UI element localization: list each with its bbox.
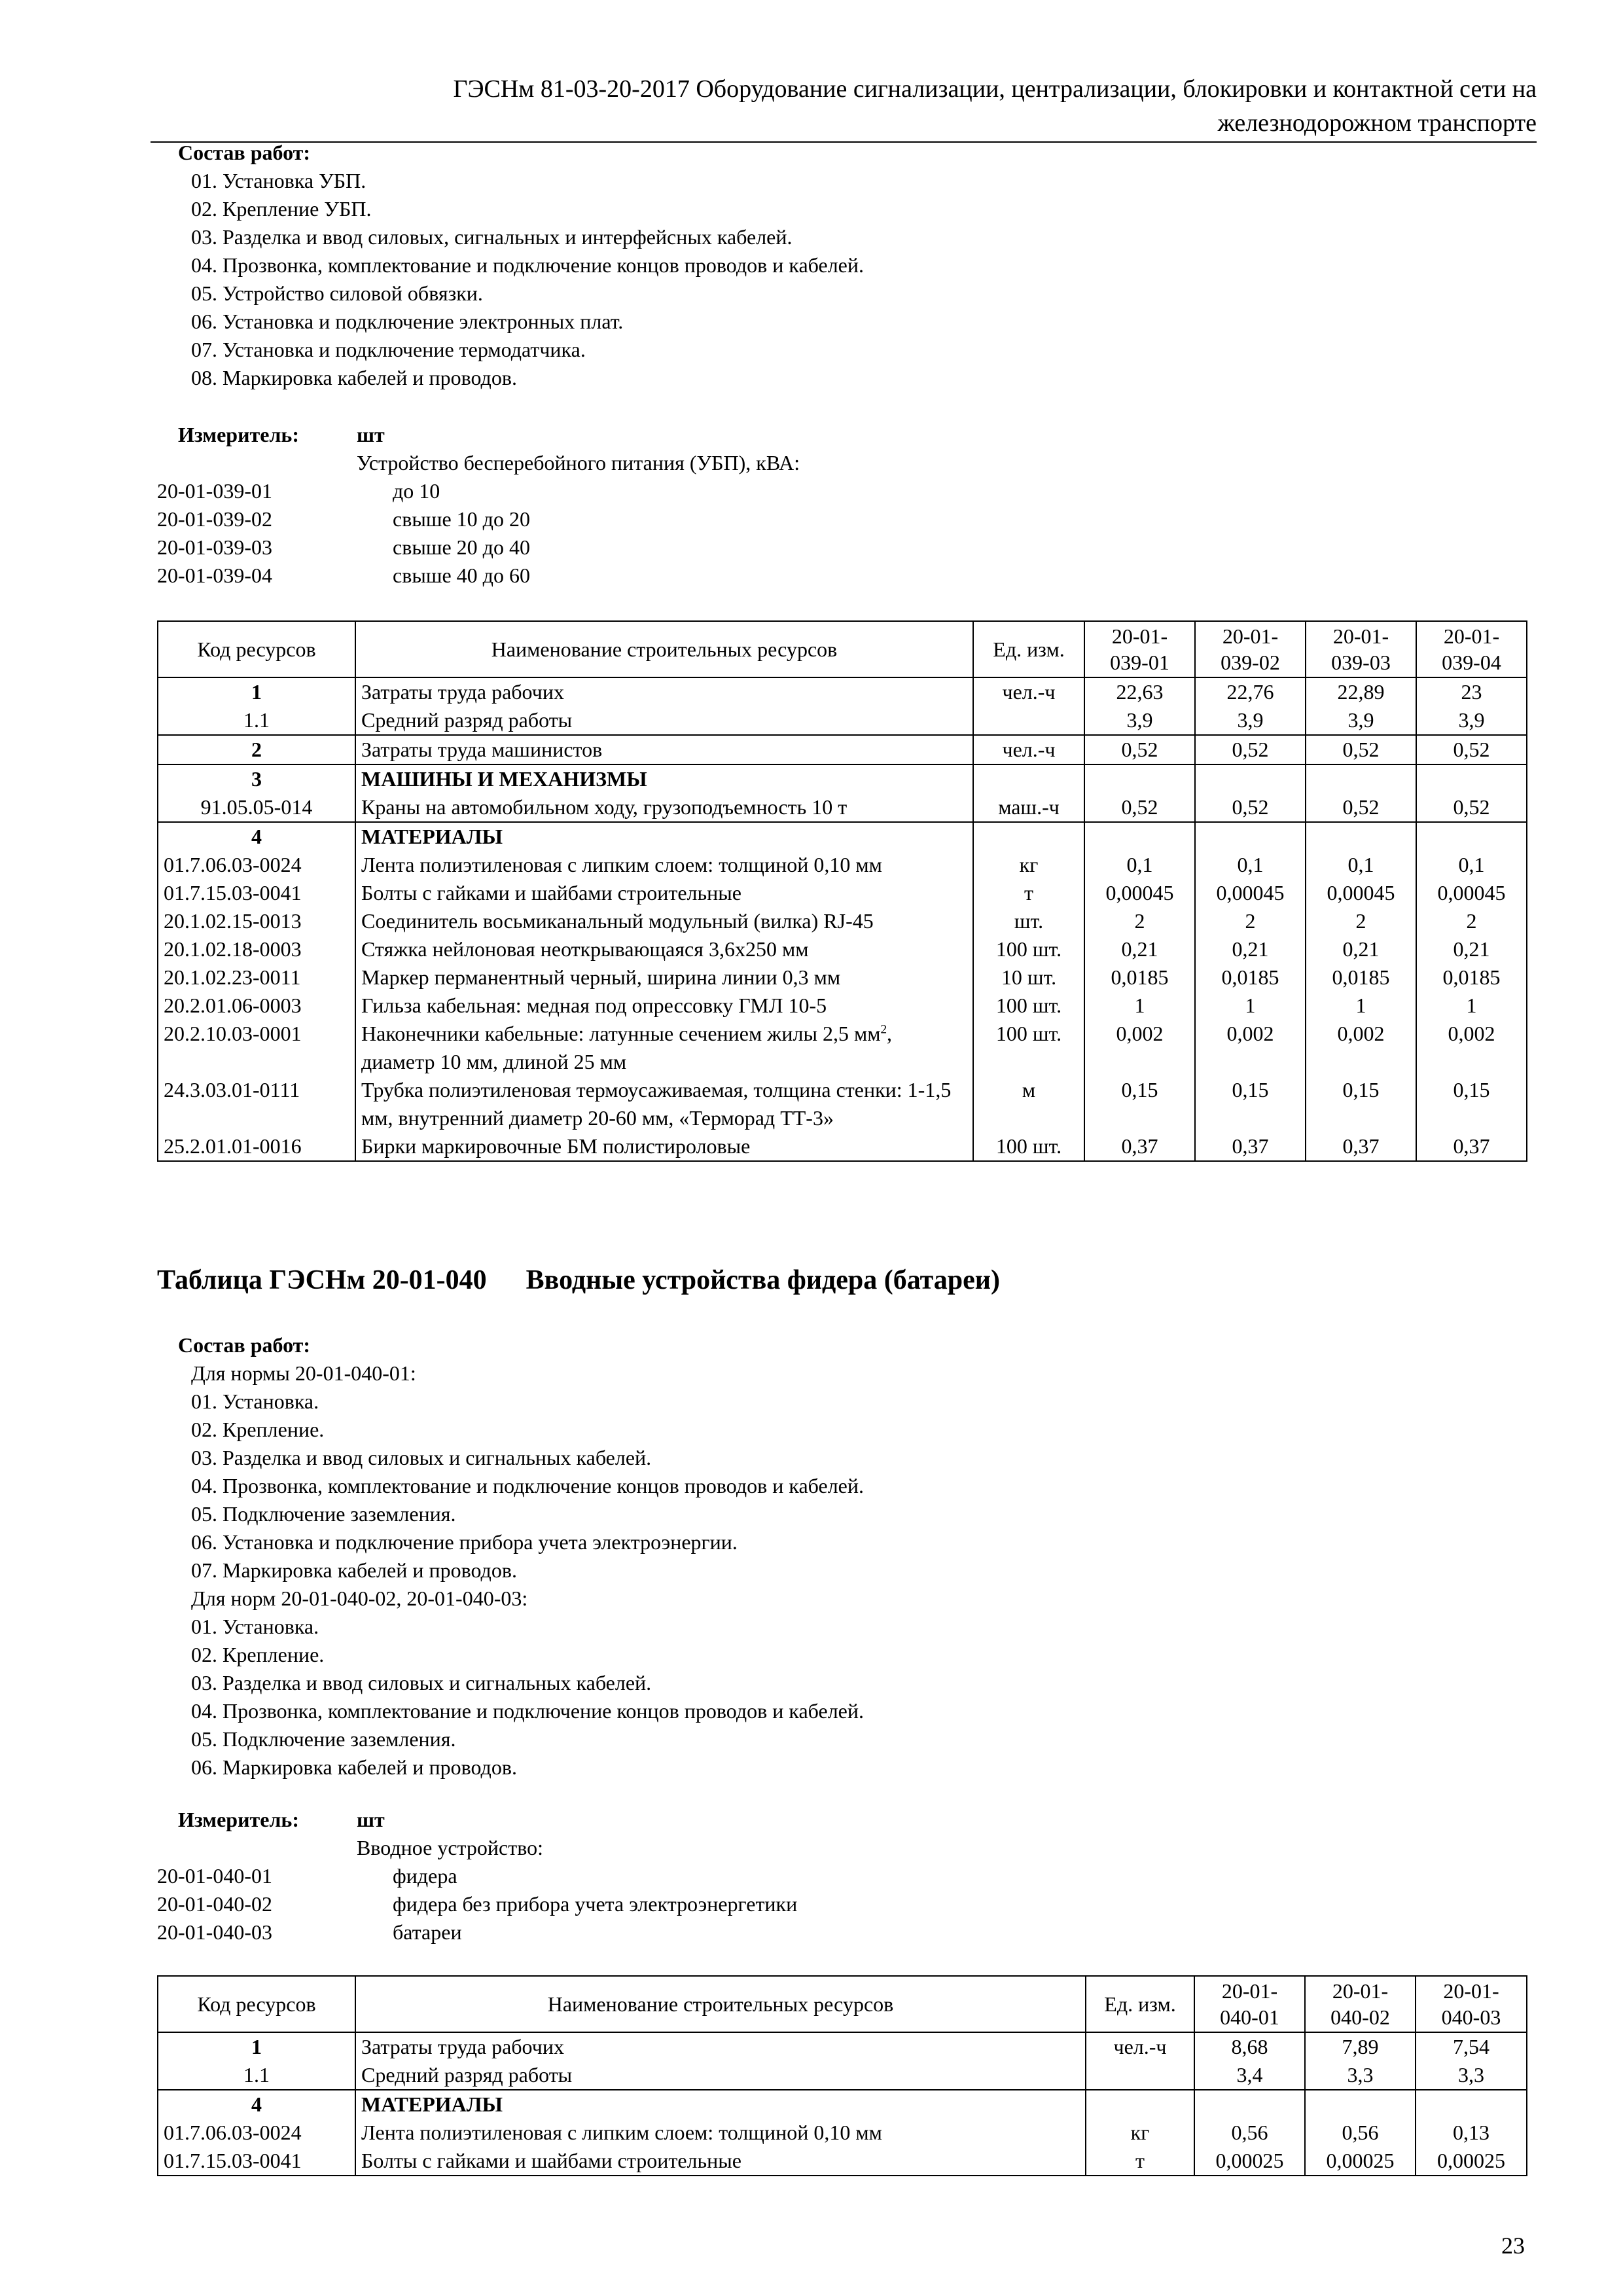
cell-value: 0,1 xyxy=(1084,851,1195,879)
cell-value: 22,63 xyxy=(1084,677,1195,706)
table-row xyxy=(158,935,1527,963)
table-row xyxy=(158,822,1527,851)
cell-value: 0,00045 xyxy=(1084,879,1195,907)
cell-name: Болты с гайками и шайбами строительные xyxy=(355,2147,1086,2176)
cell-value xyxy=(1195,764,1306,793)
col-header-norm-b: 040-01 xyxy=(1220,2005,1279,2029)
cell-value: 0,15 xyxy=(1416,1076,1527,1132)
norm-desc: свыше 10 до 20 xyxy=(393,507,530,531)
cell-unit xyxy=(1086,2061,1194,2090)
col-header-unit: Ед. изм. xyxy=(1086,1976,1194,2032)
cell-value: 0,00025 xyxy=(1305,2147,1416,2176)
norm-desc: до 10 xyxy=(393,479,440,503)
table-row xyxy=(158,992,1527,1020)
cell-value: 3,9 xyxy=(1195,706,1306,735)
cell-unit: т xyxy=(1086,2147,1194,2176)
cell-name: Лента полиэтиленовая с липким слоем: толщиной 0,10 мм xyxy=(355,851,973,879)
cell-value xyxy=(1306,822,1416,851)
cell-unit: т xyxy=(973,879,1084,907)
table-row xyxy=(158,2061,1527,2090)
work-item: 04. Прозвонка, комплектование и подключение концов проводов и кабелей. xyxy=(191,1474,864,1498)
col-header-code: Код ресурсов xyxy=(158,1976,355,2032)
work-item: 01. Установка. xyxy=(191,1390,319,1413)
cell-code: 01.7.06.03-0024 xyxy=(158,2119,355,2147)
col-header-norm-b: 039-03 xyxy=(1331,651,1391,674)
cell-name: Краны на автомобильном ходу, грузоподъемность 10 т xyxy=(355,793,973,822)
cell-value: 0,21 xyxy=(1416,935,1527,963)
cell-code: 1 xyxy=(158,2032,355,2061)
cell-code: 25.2.01.01-0016 xyxy=(158,1132,355,1161)
col-header-norm-b: 039-02 xyxy=(1221,651,1280,674)
cell-unit: шт. xyxy=(973,907,1084,935)
cell-name: Средний разряд работы xyxy=(355,706,973,735)
resources-table-039 xyxy=(157,620,1527,1162)
cell-value: 1 xyxy=(1195,992,1306,1020)
work-item: 02. Крепление. xyxy=(191,1418,325,1441)
measure-label: Измеритель: xyxy=(178,423,299,446)
col-header-norm xyxy=(1416,621,1527,677)
table-row xyxy=(158,735,1527,764)
cell-value: 1 xyxy=(1306,992,1416,1020)
cell-value: 0,0185 xyxy=(1195,963,1306,992)
norm-desc: фидера xyxy=(393,1864,457,1888)
cell-unit: чел.-ч xyxy=(973,677,1084,706)
cell-code: 20.1.02.18-0003 xyxy=(158,935,355,963)
cell-value: 0,52 xyxy=(1416,735,1527,764)
cell-value: 0,37 xyxy=(1084,1132,1195,1161)
cell-value: 0,1 xyxy=(1195,851,1306,879)
cell-value: 0,21 xyxy=(1195,935,1306,963)
cell-name: Стяжка нейлоновая неоткрывающаяся 3,6х250 мм xyxy=(355,935,973,963)
col-header-norm xyxy=(1306,621,1416,677)
cell-value: 0,52 xyxy=(1306,735,1416,764)
cell-value: 0,15 xyxy=(1084,1076,1195,1132)
cell-unit: 100 шт. xyxy=(973,1020,1084,1076)
norm-code: 20-01-039-02 xyxy=(157,507,272,531)
cell-value: 3,9 xyxy=(1084,706,1195,735)
cell-value: 0,1 xyxy=(1306,851,1416,879)
cell-unit: 10 шт. xyxy=(973,963,1084,992)
work-item: 03. Разделка и ввод силовых и сигнальных кабелей. xyxy=(191,1671,652,1695)
col-header-norm-b: 040-03 xyxy=(1441,2005,1501,2029)
work-item: 06. Установка и подключение прибора учета электроэнергии. xyxy=(191,1530,738,1554)
cell-value: 0,52 xyxy=(1416,793,1527,822)
work-item: 07. Установка и подключение термодатчика. xyxy=(191,338,586,361)
work-item: 06. Маркировка кабелей и проводов. xyxy=(191,1755,517,1779)
cell-value: 0,002 xyxy=(1084,1020,1195,1076)
cell-value: 1 xyxy=(1084,992,1195,1020)
table-row xyxy=(158,677,1527,706)
cell-value: 0,0185 xyxy=(1416,963,1527,992)
cell-name xyxy=(355,1020,973,1076)
cell-value: 0,37 xyxy=(1306,1132,1416,1161)
work-item: 02. Крепление УБП. xyxy=(191,197,372,221)
table-title-name: Вводные устройства фидера (батареи) xyxy=(526,1265,1000,1295)
work-item: 06. Установка и подключение электронных плат. xyxy=(191,310,624,333)
cell-value xyxy=(1416,764,1527,793)
table-row xyxy=(158,879,1527,907)
cell-code: 20.1.02.15-0013 xyxy=(158,907,355,935)
cell-unit: маш.-ч xyxy=(973,793,1084,822)
norm-desc: свыше 40 до 60 xyxy=(393,564,530,587)
norm-code: 20-01-040-03 xyxy=(157,1920,272,1944)
cell-value: 3,4 xyxy=(1194,2061,1305,2090)
table-row xyxy=(158,2032,1527,2061)
norm-desc: фидера без прибора учета электроэнергетики xyxy=(393,1892,798,1916)
cell-unit: 100 шт. xyxy=(973,992,1084,1020)
cell-unit: кг xyxy=(1086,2119,1194,2147)
cell-value xyxy=(1194,2090,1305,2119)
table-row xyxy=(158,706,1527,735)
table-row xyxy=(158,2090,1527,2119)
cell-code: 2 xyxy=(158,735,355,764)
cell-unit xyxy=(973,764,1084,793)
cell-value: 7,54 xyxy=(1416,2032,1527,2061)
norm-code: 20-01-039-01 xyxy=(157,479,272,503)
cell-name: Бирки маркировочные БМ полистироловые xyxy=(355,1132,973,1161)
work-item: 02. Крепление. xyxy=(191,1643,325,1666)
cell-value: 0,13 xyxy=(1416,2119,1527,2147)
cell-unit xyxy=(973,706,1084,735)
work-item: 05. Подключение заземления. xyxy=(191,1727,456,1751)
col-header-norm-b: 040-02 xyxy=(1330,2005,1390,2029)
cell-name: Соединитель восьмиканальный модульный (вилка) RJ-45 xyxy=(355,907,973,935)
cell-value: 1 xyxy=(1416,992,1527,1020)
cell-value: 3,9 xyxy=(1416,706,1527,735)
work-item: 04. Прозвонка, комплектование и подключение концов проводов и кабелей. xyxy=(191,253,864,277)
work-item: 05. Подключение заземления. xyxy=(191,1502,456,1526)
cell-code: 1 xyxy=(158,677,355,706)
col-header-norm xyxy=(1416,1976,1527,2032)
cell-value: 0,37 xyxy=(1195,1132,1306,1161)
cell-name-part: , диаметр 10 мм, длиной 25 мм xyxy=(361,1022,893,1073)
cell-value: 0,56 xyxy=(1305,2119,1416,2147)
cell-unit: чел.-ч xyxy=(973,735,1084,764)
norm-desc: свыше 20 до 40 xyxy=(393,535,530,559)
cell-name-part: Наконечники кабельные: латунные сечением жилы 2,5 мм xyxy=(361,1022,881,1045)
col-header-norm-a: 20-01- xyxy=(1332,624,1389,648)
col-header-code: Код ресурсов xyxy=(158,621,355,677)
work-item: 05. Устройство силовой обвязки. xyxy=(191,281,483,305)
measure-title: Устройство бесперебойного питания (УБП), кВА: xyxy=(357,451,800,475)
cell-unit xyxy=(1086,2090,1194,2119)
cell-name: Маркер перманентный черный, ширина линии 0,3 мм xyxy=(355,963,973,992)
table-title-code: Таблица ГЭСНм 20-01-040 xyxy=(157,1265,487,1295)
norm-desc: батареи xyxy=(393,1920,462,1944)
cell-name: Средний разряд работы xyxy=(355,2061,1086,2090)
work-item: 08. Маркировка кабелей и проводов. xyxy=(191,366,517,389)
header-line-1: ГЭСНм 81-03-20-2017 Оборудование сигнализации, централизации, блокировки и контактной сети на xyxy=(453,75,1537,103)
section2-works xyxy=(157,1331,1531,1782)
section1-works xyxy=(157,139,1531,392)
cell-value: 0,00045 xyxy=(1416,879,1527,907)
cell-value: 0,1 xyxy=(1416,851,1527,879)
cell-code: 3 xyxy=(158,764,355,793)
cell-value: 3,3 xyxy=(1416,2061,1527,2090)
cell-name: Трубка полиэтиленовая термоусаживаемая, толщина стенки: 1-1,5 мм, внутренний диаметр 20-60 мм, «Терморад ТТ-3» xyxy=(355,1076,973,1132)
cell-value: 7,89 xyxy=(1305,2032,1416,2061)
cell-name: МАТЕРИАЛЫ xyxy=(355,822,973,851)
table-title xyxy=(157,1265,1000,1296)
col-header-norm-b: 039-01 xyxy=(1110,651,1169,674)
cell-code: 01.7.06.03-0024 xyxy=(158,851,355,879)
cell-value: 0,00045 xyxy=(1195,879,1306,907)
norm-code: 20-01-039-04 xyxy=(157,564,272,587)
work-item: 01. Установка УБП. xyxy=(191,169,366,192)
header-line-2: железнодорожном транспорте xyxy=(1217,109,1537,137)
composition-label: Состав работ: xyxy=(178,141,311,164)
cell-name: Затраты труда рабочих xyxy=(355,677,973,706)
cell-code: 1.1 xyxy=(158,2061,355,2090)
cell-value: 0,52 xyxy=(1084,793,1195,822)
cell-name: Затраты труда машинистов xyxy=(355,735,973,764)
norm-code: 20-01-040-01 xyxy=(157,1864,272,1888)
cell-value xyxy=(1195,822,1306,851)
table-row xyxy=(158,764,1527,793)
cell-value: 0,002 xyxy=(1416,1020,1527,1076)
measure-unit: шт xyxy=(357,1808,385,1831)
work-item: 03. Разделка и ввод силовых и сигнальных кабелей. xyxy=(191,1446,652,1469)
cell-unit: 100 шт. xyxy=(973,935,1084,963)
table-row xyxy=(158,851,1527,879)
col-header-norm xyxy=(1194,1976,1305,2032)
cell-code: 4 xyxy=(158,2090,355,2119)
cell-name-sup: 2 xyxy=(880,1022,887,1037)
col-header-norm-a: 20-01- xyxy=(1332,1979,1389,2003)
cell-value: 0,15 xyxy=(1195,1076,1306,1132)
col-header-norm-a: 20-01- xyxy=(1443,1979,1499,2003)
cell-value: 0,00045 xyxy=(1306,879,1416,907)
cell-code: 1.1 xyxy=(158,706,355,735)
cell-value: 2 xyxy=(1306,907,1416,935)
cell-code: 01.7.15.03-0041 xyxy=(158,2147,355,2176)
col-header-name: Наименование строительных ресурсов xyxy=(355,621,973,677)
cell-value: 3,3 xyxy=(1305,2061,1416,2090)
work-item: 07. Маркировка кабелей и проводов. xyxy=(191,1558,517,1582)
cell-value: 0,37 xyxy=(1416,1132,1527,1161)
cell-value: 2 xyxy=(1195,907,1306,935)
cell-unit: 100 шт. xyxy=(973,1132,1084,1161)
cell-name: МАШИНЫ И МЕХАНИЗМЫ xyxy=(355,764,973,793)
col-header-norm xyxy=(1305,1976,1416,2032)
page-number: 23 xyxy=(1501,2233,1525,2259)
table-row xyxy=(158,1076,1527,1132)
cell-value xyxy=(1416,2090,1527,2119)
cell-value: 0,00025 xyxy=(1416,2147,1527,2176)
measure-unit: шт xyxy=(357,423,385,446)
cell-code: 4 xyxy=(158,822,355,851)
cell-value xyxy=(1084,764,1195,793)
cell-code: 01.7.15.03-0041 xyxy=(158,879,355,907)
cell-value: 0,21 xyxy=(1084,935,1195,963)
cell-value: 0,21 xyxy=(1306,935,1416,963)
cell-code: 20.2.10.03-0001 xyxy=(158,1020,355,1076)
cell-value: 0,0185 xyxy=(1306,963,1416,992)
work-item: 01. Установка. xyxy=(191,1615,319,1638)
table-row xyxy=(158,1020,1527,1076)
cell-name: Затраты труда рабочих xyxy=(355,2032,1086,2061)
table-row xyxy=(158,963,1527,992)
cell-value: 8,68 xyxy=(1194,2032,1305,2061)
cell-value: 0,52 xyxy=(1084,735,1195,764)
col-header-norm-b: 039-04 xyxy=(1442,651,1501,674)
col-header-norm-a: 20-01- xyxy=(1221,1979,1278,2003)
measure-title: Вводное устройство: xyxy=(357,1836,543,1859)
cell-name: Гильза кабельная: медная под опрессовку ГМЛ 10-5 xyxy=(355,992,973,1020)
cell-value: 0,002 xyxy=(1195,1020,1306,1076)
cell-name: Болты с гайками и шайбами строительные xyxy=(355,879,973,907)
norm-code: 20-01-040-02 xyxy=(157,1892,272,1916)
work-item: 03. Разделка и ввод силовых, сигнальных и интерфейсных кабелей. xyxy=(191,225,793,249)
cell-value: 0,0185 xyxy=(1084,963,1195,992)
col-header-norm xyxy=(1195,621,1306,677)
composition-label: Состав работ: xyxy=(178,1333,311,1357)
work-item: 04. Прозвонка, комплектование и подключение концов проводов и кабелей. xyxy=(191,1699,864,1723)
cell-value: 22,76 xyxy=(1195,677,1306,706)
table-row xyxy=(158,2147,1527,2176)
table-row xyxy=(158,2119,1527,2147)
col-header-norm-a: 20-01- xyxy=(1443,624,1500,648)
cell-value: 22,89 xyxy=(1306,677,1416,706)
cell-value xyxy=(1305,2090,1416,2119)
col-header-norm xyxy=(1084,621,1195,677)
cell-value: 2 xyxy=(1084,907,1195,935)
work-item: Для норм 20-01-040-02, 20-01-040-03: xyxy=(191,1587,528,1610)
col-header-norm-a: 20-01- xyxy=(1111,624,1168,648)
cell-value xyxy=(1416,822,1527,851)
col-header-norm-a: 20-01- xyxy=(1222,624,1279,648)
cell-code: 24.3.03.01-0111 xyxy=(158,1076,355,1132)
cell-value: 0,52 xyxy=(1306,793,1416,822)
cell-value: 0,52 xyxy=(1195,793,1306,822)
cell-code: 91.05.05-014 xyxy=(158,793,355,822)
cell-value: 0,002 xyxy=(1306,1020,1416,1076)
cell-name: Лента полиэтиленовая с липким слоем: толщиной 0,10 мм xyxy=(355,2119,1086,2147)
col-header-unit: Ед. изм. xyxy=(973,621,1084,677)
table-row xyxy=(158,793,1527,822)
cell-value xyxy=(1084,822,1195,851)
cell-value xyxy=(1306,764,1416,793)
cell-unit: м xyxy=(973,1076,1084,1132)
work-item: Для нормы 20-01-040-01: xyxy=(191,1361,416,1385)
cell-value: 2 xyxy=(1416,907,1527,935)
measure-label: Измеритель: xyxy=(178,1808,299,1831)
cell-value: 3,9 xyxy=(1306,706,1416,735)
cell-name: МАТЕРИАЛЫ xyxy=(355,2090,1086,2119)
running-header xyxy=(151,72,1537,143)
cell-value: 0,15 xyxy=(1306,1076,1416,1132)
cell-value: 0,56 xyxy=(1194,2119,1305,2147)
table-row xyxy=(158,907,1527,935)
table-row xyxy=(158,1132,1527,1161)
cell-value: 23 xyxy=(1416,677,1527,706)
cell-unit: чел.-ч xyxy=(1086,2032,1194,2061)
cell-value: 0,00025 xyxy=(1194,2147,1305,2176)
col-header-name: Наименование строительных ресурсов xyxy=(355,1976,1086,2032)
cell-value: 0,52 xyxy=(1195,735,1306,764)
cell-code: 20.1.02.23-0011 xyxy=(158,963,355,992)
cell-code: 20.2.01.06-0003 xyxy=(158,992,355,1020)
resources-table-040 xyxy=(157,1975,1527,2176)
cell-unit xyxy=(973,822,1084,851)
norm-code: 20-01-039-03 xyxy=(157,535,272,559)
cell-unit: кг xyxy=(973,851,1084,879)
